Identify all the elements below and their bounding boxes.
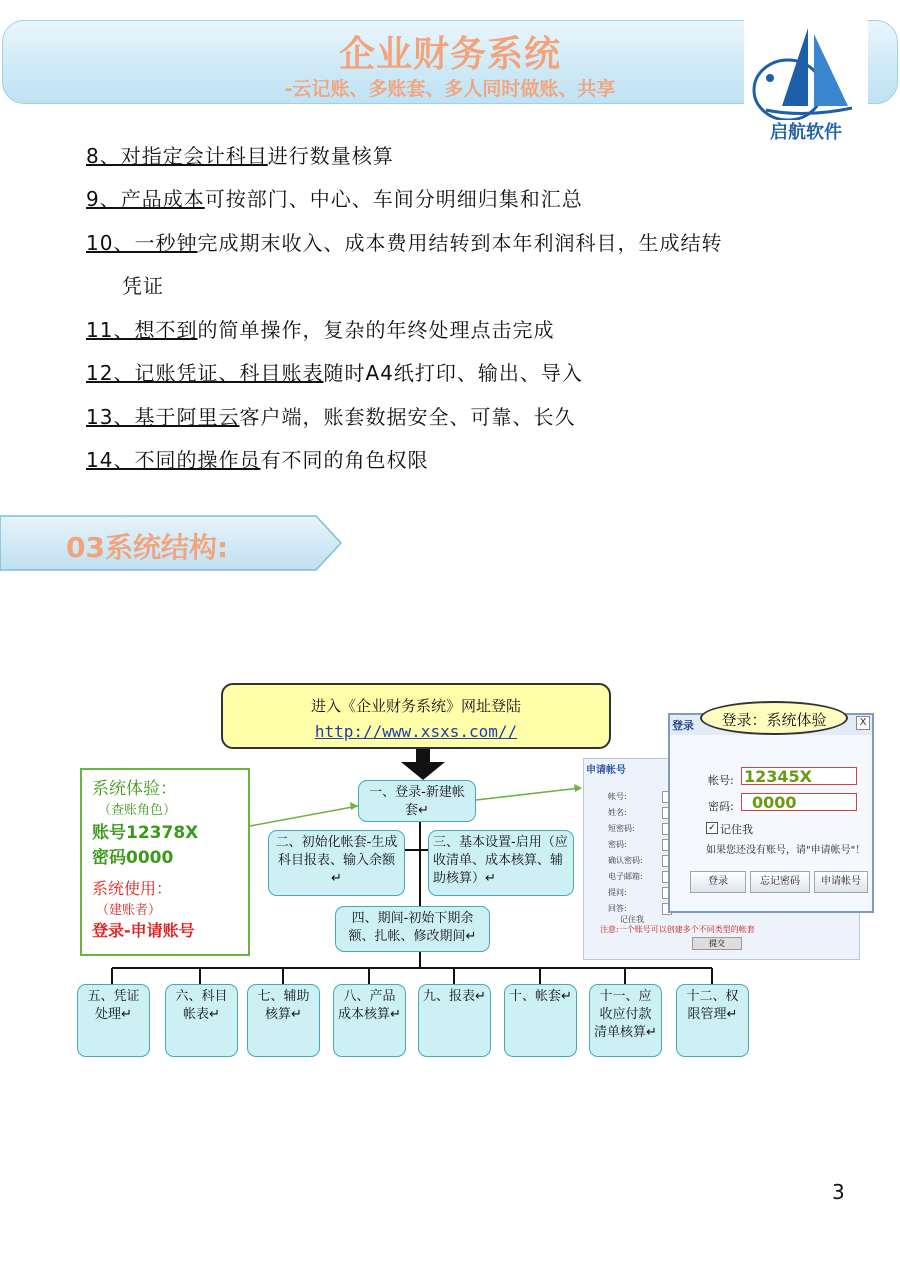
- feature-item: 9、产品成本可按部门、中心、车间分明细归集和汇总: [86, 187, 583, 211]
- account-label: 帐号:: [708, 774, 734, 787]
- experience-role: （查账角色）: [98, 803, 177, 818]
- close-icon[interactable]: X: [856, 716, 870, 730]
- register-label: 提问:: [608, 888, 627, 897]
- register-note: 注意:一个账号可以创建多个不同类型的帐套: [600, 925, 755, 934]
- login-dialog: [668, 713, 874, 913]
- usage-action: 登录-申请账号: [92, 921, 195, 940]
- page-subtitle: -云记账、多账套、多人同时做账、共享: [284, 78, 616, 100]
- logo-text: 启航软件: [770, 122, 842, 143]
- password-label: 密码:: [708, 800, 734, 813]
- register-label: 密码:: [608, 840, 627, 849]
- register-label: 帐号:: [608, 792, 627, 801]
- experience-title: 系统体验：: [92, 779, 177, 799]
- experience-account: 账号12378X: [92, 823, 199, 843]
- experience-password: 密码0000: [92, 848, 174, 868]
- password-field[interactable]: 0000: [741, 793, 857, 811]
- node-login: 一、登录-新建帐套↵: [358, 780, 476, 822]
- feature-item: 8、对指定会计科目进行数量核算: [86, 144, 394, 168]
- entry-url-link[interactable]: http://www.xsxs.com//: [314, 722, 518, 741]
- module-box: 十一、应收应付款清单核算↵: [589, 984, 662, 1057]
- node-period: 四、期间-初始下期余额、扎帐、修改期间↵: [335, 906, 490, 952]
- node-basic-settings: 三、基本设置-启用（应收清单、成本核算、辅助核算）↵: [428, 830, 574, 896]
- remember-label: 记住我: [720, 823, 753, 836]
- feature-item: 14、不同的操作员有不同的角色权限: [86, 448, 429, 472]
- apply-account-button[interactable]: 申请帐号: [814, 871, 868, 893]
- register-label: 回答:: [608, 904, 627, 913]
- node-init-ledger: 二、初始化帐套-生成科目报表、输入余额↵: [268, 830, 405, 896]
- feature-item: 11、想不到的简单操作，复杂的年终处理点击完成: [86, 318, 555, 342]
- register-submit-button[interactable]: 提交: [692, 937, 742, 950]
- login-dialog-title: 登录: [672, 719, 694, 732]
- remember-checkbox[interactable]: ✓: [706, 822, 718, 834]
- account-info-box: [80, 768, 250, 956]
- entry-title: 进入《企业财务系统》网址登陆: [310, 697, 521, 715]
- page-title: 企业财务系统: [338, 34, 561, 75]
- page-number: 3: [832, 1180, 845, 1204]
- feature-item: 13、基于阿里云客户端，账套数据安全、可靠、长久: [86, 405, 576, 429]
- module-box: 九、报表↵: [418, 984, 491, 1057]
- entry-box: [221, 683, 611, 749]
- forgot-password-button[interactable]: 忘记密码: [750, 871, 810, 893]
- module-box: 六、科目帐表↵: [165, 984, 238, 1057]
- module-box: 十二、权限管理↵: [676, 984, 749, 1057]
- login-button[interactable]: 登录: [690, 871, 746, 893]
- feature-item: 10、一秒钟完成期末收入、成本费用结转到本年利润科目，生成结转: [86, 231, 723, 255]
- login-callout: 登录：系统体验: [700, 701, 848, 735]
- account-field[interactable]: 12345X: [741, 767, 857, 785]
- section-title: 03系统结构:: [66, 531, 229, 564]
- feature-item: 12、记账凭证、科目账表随时A4纸打印、输出、导入: [86, 361, 583, 385]
- module-box: 七、辅助核算↵: [247, 984, 320, 1057]
- register-label: 姓名:: [608, 808, 627, 817]
- register-form-title: 申请帐号: [586, 765, 626, 776]
- module-box: 八、产品成本核算↵: [333, 984, 406, 1057]
- usage-role: （建账者）: [96, 903, 162, 918]
- register-label: 确认密码:: [608, 856, 643, 865]
- register-label: 短密码:: [608, 824, 635, 833]
- register-label: 电子邮箱:: [608, 872, 643, 881]
- register-remember: 记住我: [620, 915, 644, 924]
- module-box: 十、帐套↵: [504, 984, 577, 1057]
- usage-title: 系统使用：: [92, 879, 173, 898]
- module-box: 五、凭证处理↵: [77, 984, 150, 1057]
- login-hint: 如果您还没有账号，请"申请帐号"！: [706, 845, 866, 856]
- feature-item-continued: 凭证: [122, 274, 164, 298]
